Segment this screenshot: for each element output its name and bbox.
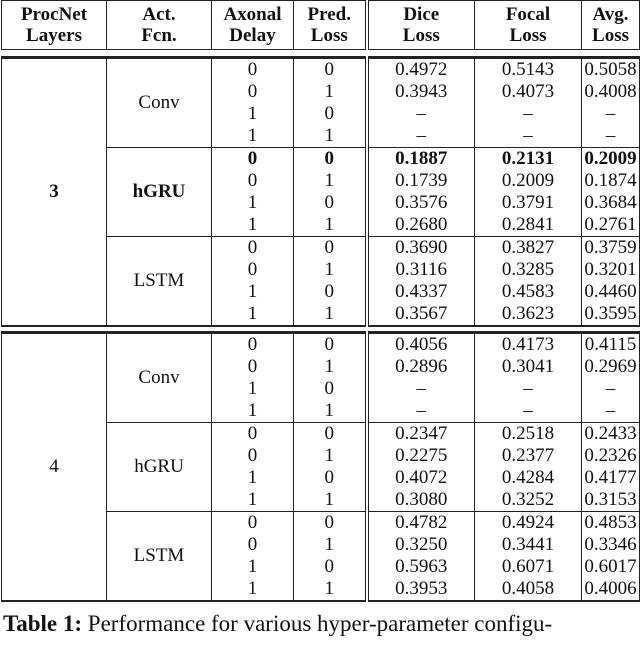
pred-loss-cell: 0 [294, 281, 367, 303]
pred-loss-cell: 0 [294, 333, 367, 357]
axonal-delay-cell: 0 [212, 148, 294, 171]
focal-loss-cell: – [475, 103, 582, 125]
avg-loss-cell: 0.3684 [582, 192, 640, 214]
focal-loss-cell: 0.2009 [475, 170, 582, 192]
avg-loss-cell: 0.4115 [582, 333, 640, 357]
axonal-delay-cell: 0 [212, 237, 294, 260]
pred-loss-cell: 1 [294, 489, 367, 512]
table-header [1, 0, 640, 50]
dice-loss-cell: 0.1887 [367, 148, 475, 171]
avg-loss-cell: 0.4006 [582, 578, 640, 601]
axonal-delay-cell: 0 [212, 512, 294, 535]
axonal-delay-cell: 1 [212, 578, 294, 601]
focal-loss-cell: 0.4583 [475, 281, 582, 303]
dice-loss-cell: 0.3576 [367, 192, 475, 214]
pred-loss-cell: 1 [294, 81, 367, 103]
focal-loss-cell: 0.3252 [475, 489, 582, 512]
dice-loss-cell: 0.4337 [367, 281, 475, 303]
activation-function-cell: hGRU [107, 148, 212, 237]
focal-loss-cell: 0.4073 [475, 81, 582, 103]
axonal-delay-cell: 0 [212, 81, 294, 103]
axonal-delay-cell: 1 [212, 192, 294, 214]
caption-text: Performance for various hyper-parameter configu- [82, 611, 553, 636]
procnet-layers-cell: 4 [2, 333, 107, 602]
avg-loss-cell: 0.4177 [582, 467, 640, 489]
focal-loss-cell: 0.2841 [475, 214, 582, 237]
focal-loss-cell: 0.3285 [475, 259, 582, 281]
avg-loss-cell: 0.3595 [582, 303, 640, 326]
dice-loss-cell: – [367, 378, 475, 400]
focal-loss-cell: 0.5143 [475, 58, 582, 82]
layer-group-3 [1, 56, 640, 327]
focal-loss-cell: 0.4058 [475, 578, 582, 601]
dice-loss-cell: 0.5963 [367, 556, 475, 578]
focal-loss-cell: 0.2377 [475, 445, 582, 467]
dice-loss-cell: 0.2896 [367, 356, 475, 378]
table-row [2, 58, 640, 82]
pred-loss-cell: 0 [294, 423, 367, 446]
dice-loss-cell: 0.4056 [367, 333, 475, 357]
pred-loss-cell: 1 [294, 445, 367, 467]
focal-loss-cell: 0.2131 [475, 148, 582, 171]
avg-loss-cell: 0.5058 [582, 58, 640, 82]
axonal-delay-cell: 0 [212, 445, 294, 467]
pred-loss-cell: 0 [294, 467, 367, 489]
dice-loss-cell: 0.4782 [367, 512, 475, 535]
avg-loss-cell: 0.6017 [582, 556, 640, 578]
focal-loss-cell: 0.3441 [475, 534, 582, 556]
pred-loss-cell: 1 [294, 170, 367, 192]
column-header: Act. Fcn. [107, 1, 212, 50]
dice-loss-cell: 0.4972 [367, 58, 475, 82]
activation-function-cell: LSTM [107, 237, 212, 327]
focal-loss-cell: 0.3791 [475, 192, 582, 214]
avg-loss-cell: 0.1874 [582, 170, 640, 192]
axonal-delay-cell: 0 [212, 534, 294, 556]
pred-loss-cell: 0 [294, 378, 367, 400]
avg-loss-cell: 0.2433 [582, 423, 640, 446]
focal-loss-cell: 0.4924 [475, 512, 582, 535]
avg-loss-cell: – [582, 125, 640, 148]
focal-loss-cell: 0.3041 [475, 356, 582, 378]
focal-loss-cell: – [475, 125, 582, 148]
dice-loss-cell: – [367, 103, 475, 125]
focal-loss-cell: – [475, 400, 582, 423]
axonal-delay-cell: 1 [212, 103, 294, 125]
dice-loss-cell: 0.3080 [367, 489, 475, 512]
pred-loss-cell: 1 [294, 303, 367, 326]
axonal-delay-cell: 1 [212, 378, 294, 400]
focal-loss-cell: 0.2518 [475, 423, 582, 446]
pred-loss-cell: 0 [294, 58, 367, 82]
axonal-delay-cell: 1 [212, 400, 294, 423]
pred-loss-cell: 0 [294, 148, 367, 171]
table-row [2, 333, 640, 357]
column-header: Dice Loss [367, 1, 475, 50]
avg-loss-cell: 0.3153 [582, 489, 640, 512]
pred-loss-cell: 1 [294, 400, 367, 423]
axonal-delay-cell: 1 [212, 214, 294, 237]
pred-loss-cell: 1 [294, 259, 367, 281]
avg-loss-cell: 0.4853 [582, 512, 640, 535]
focal-loss-cell: – [475, 378, 582, 400]
dice-loss-cell: 0.3943 [367, 81, 475, 103]
avg-loss-cell: 0.3346 [582, 534, 640, 556]
dice-loss-cell: 0.3690 [367, 237, 475, 260]
dice-loss-cell: 0.2680 [367, 214, 475, 237]
dice-loss-cell: 0.3250 [367, 534, 475, 556]
axonal-delay-cell: 0 [212, 356, 294, 378]
avg-loss-cell: 0.2009 [582, 148, 640, 171]
axonal-delay-cell: 0 [212, 333, 294, 357]
dice-loss-cell: 0.3116 [367, 259, 475, 281]
avg-loss-cell: 0.3759 [582, 237, 640, 260]
dice-loss-cell: 0.3953 [367, 578, 475, 601]
column-header: Axonal Delay [212, 1, 294, 50]
activation-function-cell: hGRU [107, 423, 212, 512]
activation-function-cell: LSTM [107, 512, 212, 602]
dice-loss-cell: 0.1739 [367, 170, 475, 192]
axonal-delay-cell: 1 [212, 489, 294, 512]
table-caption [3, 611, 640, 637]
dice-loss-cell: – [367, 400, 475, 423]
activation-function-cell: Conv [107, 58, 212, 148]
avg-loss-cell: – [582, 400, 640, 423]
pred-loss-cell: 0 [294, 192, 367, 214]
focal-loss-cell: 0.6071 [475, 556, 582, 578]
pred-loss-cell: 1 [294, 125, 367, 148]
pred-loss-cell: 0 [294, 103, 367, 125]
caption-label: Table 1: [3, 611, 83, 636]
axonal-delay-cell: 1 [212, 281, 294, 303]
axonal-delay-cell: 1 [212, 556, 294, 578]
dice-loss-cell: 0.4072 [367, 467, 475, 489]
avg-loss-cell: 0.4460 [582, 281, 640, 303]
axonal-delay-cell: 0 [212, 259, 294, 281]
activation-function-cell: Conv [107, 333, 212, 423]
axonal-delay-cell: 1 [212, 467, 294, 489]
dice-loss-cell: 0.2347 [367, 423, 475, 446]
avg-loss-cell: 0.2326 [582, 445, 640, 467]
column-header: ProcNet Layers [2, 1, 107, 50]
pred-loss-cell: 1 [294, 214, 367, 237]
axonal-delay-cell: 1 [212, 125, 294, 148]
pred-loss-cell: 1 [294, 356, 367, 378]
procnet-layers-cell: 3 [2, 58, 107, 327]
column-header: Focal Loss [475, 1, 582, 50]
pred-loss-cell: 1 [294, 534, 367, 556]
column-header: Pred. Loss [294, 1, 367, 50]
avg-loss-cell: 0.2761 [582, 214, 640, 237]
focal-loss-cell: 0.4173 [475, 333, 582, 357]
avg-loss-cell: – [582, 378, 640, 400]
dice-loss-cell: 0.2275 [367, 445, 475, 467]
pred-loss-cell: 0 [294, 512, 367, 535]
dice-loss-cell: – [367, 125, 475, 148]
focal-loss-cell: 0.3623 [475, 303, 582, 326]
axonal-delay-cell: 1 [212, 303, 294, 326]
focal-loss-cell: 0.4284 [475, 467, 582, 489]
focal-loss-cell: 0.3827 [475, 237, 582, 260]
dice-loss-cell: 0.3567 [367, 303, 475, 326]
pred-loss-cell: 0 [294, 556, 367, 578]
axonal-delay-cell: 0 [212, 170, 294, 192]
layer-group-4 [1, 331, 640, 602]
avg-loss-cell: 0.3201 [582, 259, 640, 281]
pred-loss-cell: 1 [294, 578, 367, 601]
axonal-delay-cell: 0 [212, 58, 294, 82]
pred-loss-cell: 0 [294, 237, 367, 260]
avg-loss-cell: 0.4008 [582, 81, 640, 103]
avg-loss-cell: 0.2969 [582, 356, 640, 378]
axonal-delay-cell: 0 [212, 423, 294, 446]
avg-loss-cell: – [582, 103, 640, 125]
column-header: Avg. Loss [582, 1, 640, 50]
